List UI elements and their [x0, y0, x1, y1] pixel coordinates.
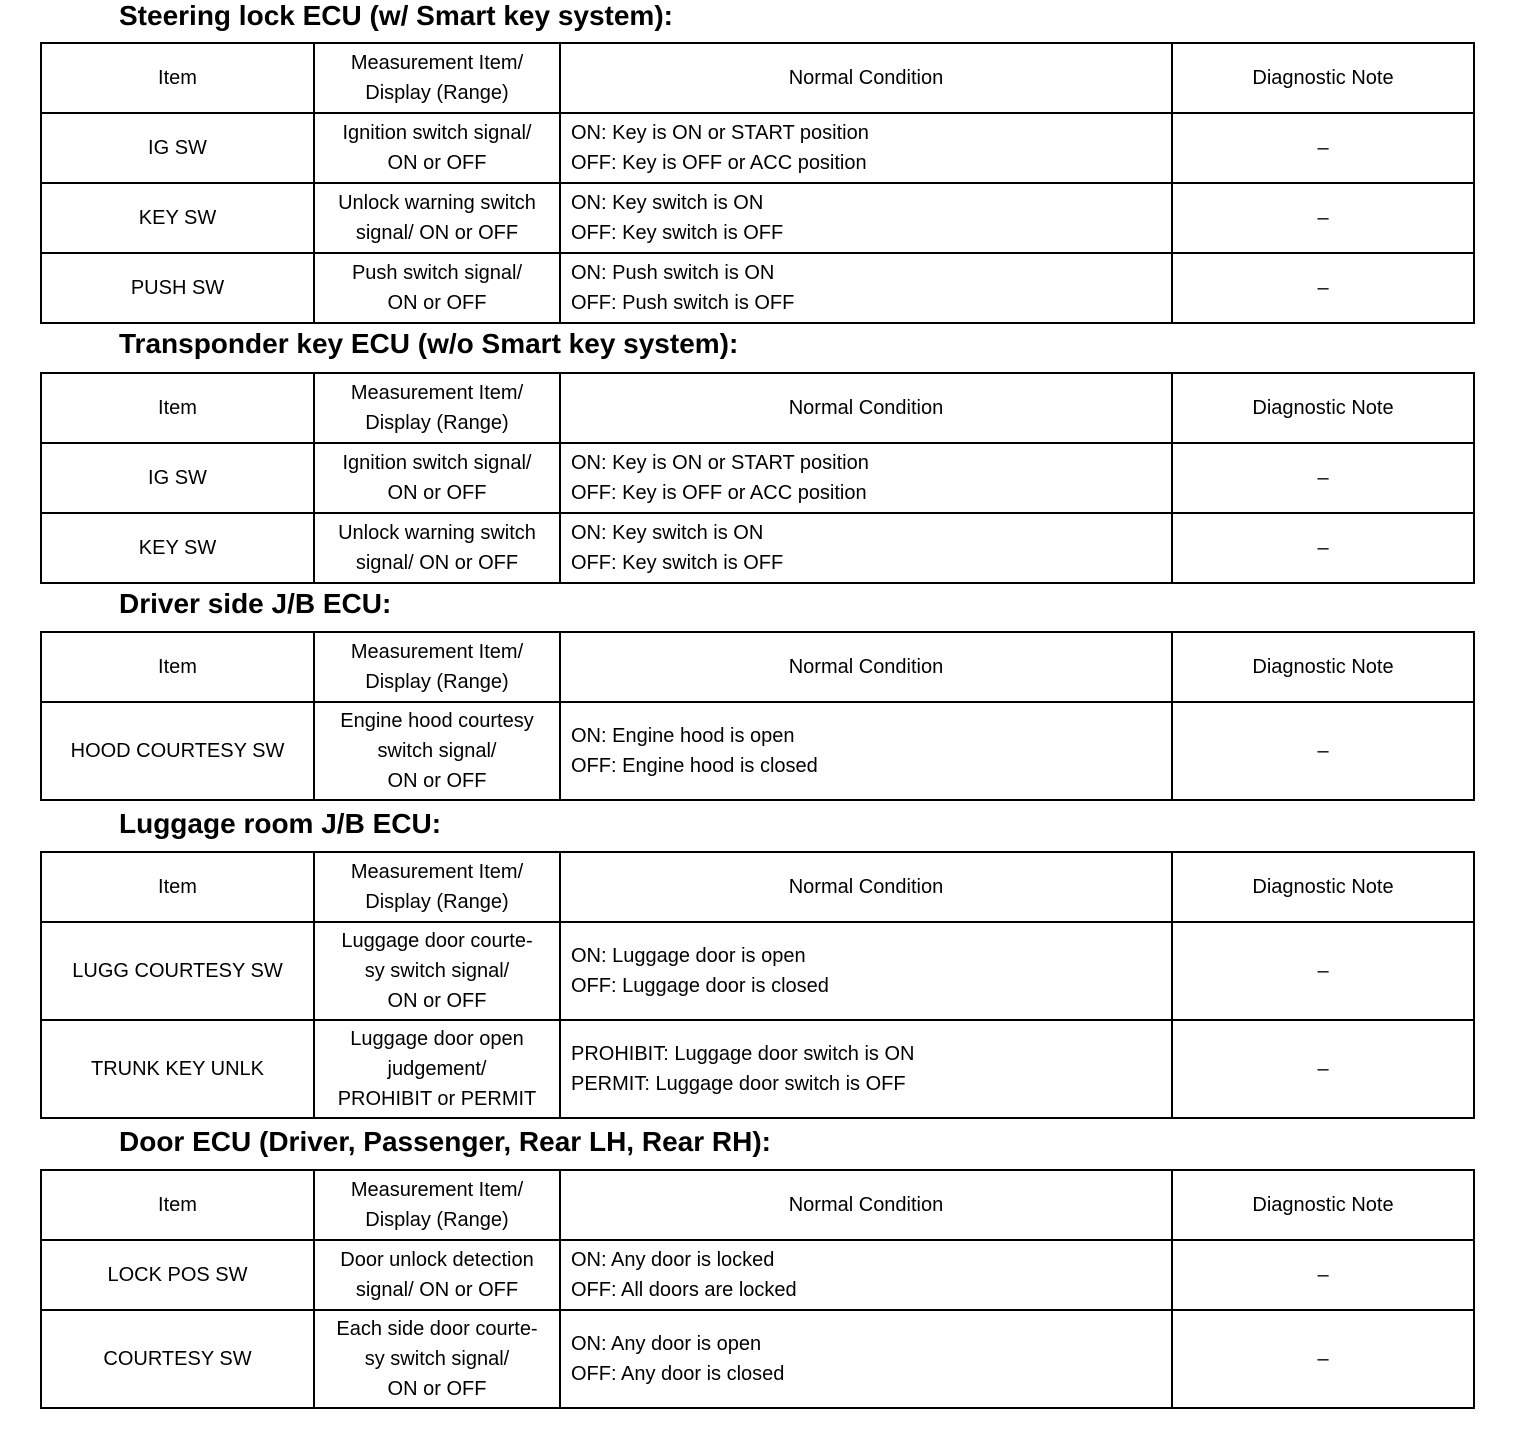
measurement-cell: Unlock warning switch signal/ ON or OFF — [314, 183, 560, 253]
table-header-row — [41, 43, 1474, 113]
item-cell: KEY SW — [41, 183, 314, 253]
header-measurement: Measurement Item/ Display (Range) — [314, 43, 560, 113]
item-cell: COURTESY SW — [41, 1310, 314, 1408]
item-cell: IG SW — [41, 113, 314, 183]
header-measurement: Measurement Item/ Display (Range) — [314, 852, 560, 922]
note-cell: – — [1172, 253, 1474, 323]
table-row — [41, 513, 1474, 583]
header-normal-condition: Normal Condition — [560, 1170, 1172, 1240]
note-cell: – — [1172, 702, 1474, 800]
table-row — [41, 113, 1474, 183]
header-item: Item — [41, 1170, 314, 1240]
measurement-cell: Engine hood courtesy switch signal/ ON or OFF — [314, 702, 560, 800]
header-measurement: Measurement Item/ Display (Range) — [314, 632, 560, 702]
header-item: Item — [41, 43, 314, 113]
measurement-cell: Door unlock detection signal/ ON or OFF — [314, 1240, 560, 1310]
note-cell: – — [1172, 183, 1474, 253]
header-item: Item — [41, 373, 314, 443]
header-measurement: Measurement Item/ Display (Range) — [314, 373, 560, 443]
header-diagnostic-note: Diagnostic Note — [1172, 1170, 1474, 1240]
header-diagnostic-note: Diagnostic Note — [1172, 632, 1474, 702]
header-item: Item — [41, 632, 314, 702]
note-cell: – — [1172, 1240, 1474, 1310]
note-cell: – — [1172, 1020, 1474, 1118]
luggage-room-jb-ecu-table — [40, 851, 1475, 1119]
header-normal-condition: Normal Condition — [560, 632, 1172, 702]
header-normal-condition: Normal Condition — [560, 852, 1172, 922]
condition-cell: ON: Any door is open OFF: Any door is closed — [560, 1310, 1172, 1408]
driver-side-jb-ecu-table — [40, 631, 1475, 801]
header-normal-condition: Normal Condition — [560, 43, 1172, 113]
table-row — [41, 922, 1474, 1020]
measurement-cell: Luggage door open judgement/ PROHIBIT or PERMIT — [314, 1020, 560, 1118]
condition-cell: ON: Key is ON or START position OFF: Key is OFF or ACC position — [560, 113, 1172, 183]
measurement-cell: Luggage door courte- sy switch signal/ ON or OFF — [314, 922, 560, 1020]
condition-cell: ON: Luggage door is open OFF: Luggage door is closed — [560, 922, 1172, 1020]
item-cell: LOCK POS SW — [41, 1240, 314, 1310]
note-cell: – — [1172, 443, 1474, 513]
item-cell: LUGG COURTESY SW — [41, 922, 314, 1020]
measurement-cell: Ignition switch signal/ ON or OFF — [314, 443, 560, 513]
table-row — [41, 702, 1474, 800]
table-header-row — [41, 1170, 1474, 1240]
condition-cell: ON: Push switch is ON OFF: Push switch is OFF — [560, 253, 1172, 323]
condition-cell: ON: Key is ON or START position OFF: Key is OFF or ACC position — [560, 443, 1172, 513]
condition-cell: PROHIBIT: Luggage door switch is ON PERMIT: Luggage door switch is OFF — [560, 1020, 1172, 1118]
measurement-cell: Push switch signal/ ON or OFF — [314, 253, 560, 323]
note-cell: – — [1172, 513, 1474, 583]
note-cell: – — [1172, 113, 1474, 183]
note-cell: – — [1172, 1310, 1474, 1408]
header-item: Item — [41, 852, 314, 922]
note-cell: – — [1172, 922, 1474, 1020]
table-header-row — [41, 373, 1474, 443]
measurement-cell: Unlock warning switch signal/ ON or OFF — [314, 513, 560, 583]
item-cell: HOOD COURTESY SW — [41, 702, 314, 800]
section-title-transponder-key-ecu: Transponder key ECU (w/o Smart key system): — [119, 328, 739, 359]
condition-cell: ON: Engine hood is open OFF: Engine hood is closed — [560, 702, 1172, 800]
transponder-key-ecu-table — [40, 372, 1475, 584]
header-diagnostic-note: Diagnostic Note — [1172, 373, 1474, 443]
item-cell: IG SW — [41, 443, 314, 513]
table-row — [41, 443, 1474, 513]
table-row — [41, 1020, 1474, 1118]
item-cell: TRUNK KEY UNLK — [41, 1020, 314, 1118]
table-header-row — [41, 852, 1474, 922]
header-diagnostic-note: Diagnostic Note — [1172, 43, 1474, 113]
item-cell: KEY SW — [41, 513, 314, 583]
section-title-steering-lock-ecu: Steering lock ECU (w/ Smart key system): — [119, 0, 673, 31]
table-row — [41, 253, 1474, 323]
steering-lock-ecu-table — [40, 42, 1475, 324]
section-title-driver-side-jb-ecu: Driver side J/B ECU: — [119, 588, 392, 619]
header-diagnostic-note: Diagnostic Note — [1172, 852, 1474, 922]
condition-cell: ON: Key switch is ON OFF: Key switch is OFF — [560, 183, 1172, 253]
section-title-luggage-room-jb-ecu: Luggage room J/B ECU: — [119, 808, 442, 839]
table-row — [41, 1310, 1474, 1408]
header-measurement: Measurement Item/ Display (Range) — [314, 1170, 560, 1240]
door-ecu-table — [40, 1169, 1475, 1409]
condition-cell: ON: Key switch is ON OFF: Key switch is OFF — [560, 513, 1172, 583]
table-row — [41, 183, 1474, 253]
table-row — [41, 1240, 1474, 1310]
measurement-cell: Ignition switch signal/ ON or OFF — [314, 113, 560, 183]
condition-cell: ON: Any door is locked OFF: All doors are locked — [560, 1240, 1172, 1310]
measurement-cell: Each side door courte- sy switch signal/ ON or OFF — [314, 1310, 560, 1408]
table-header-row — [41, 632, 1474, 702]
section-title-door-ecu: Door ECU (Driver, Passenger, Rear LH, Rear RH): — [119, 1126, 771, 1157]
header-normal-condition: Normal Condition — [560, 373, 1172, 443]
item-cell: PUSH SW — [41, 253, 314, 323]
